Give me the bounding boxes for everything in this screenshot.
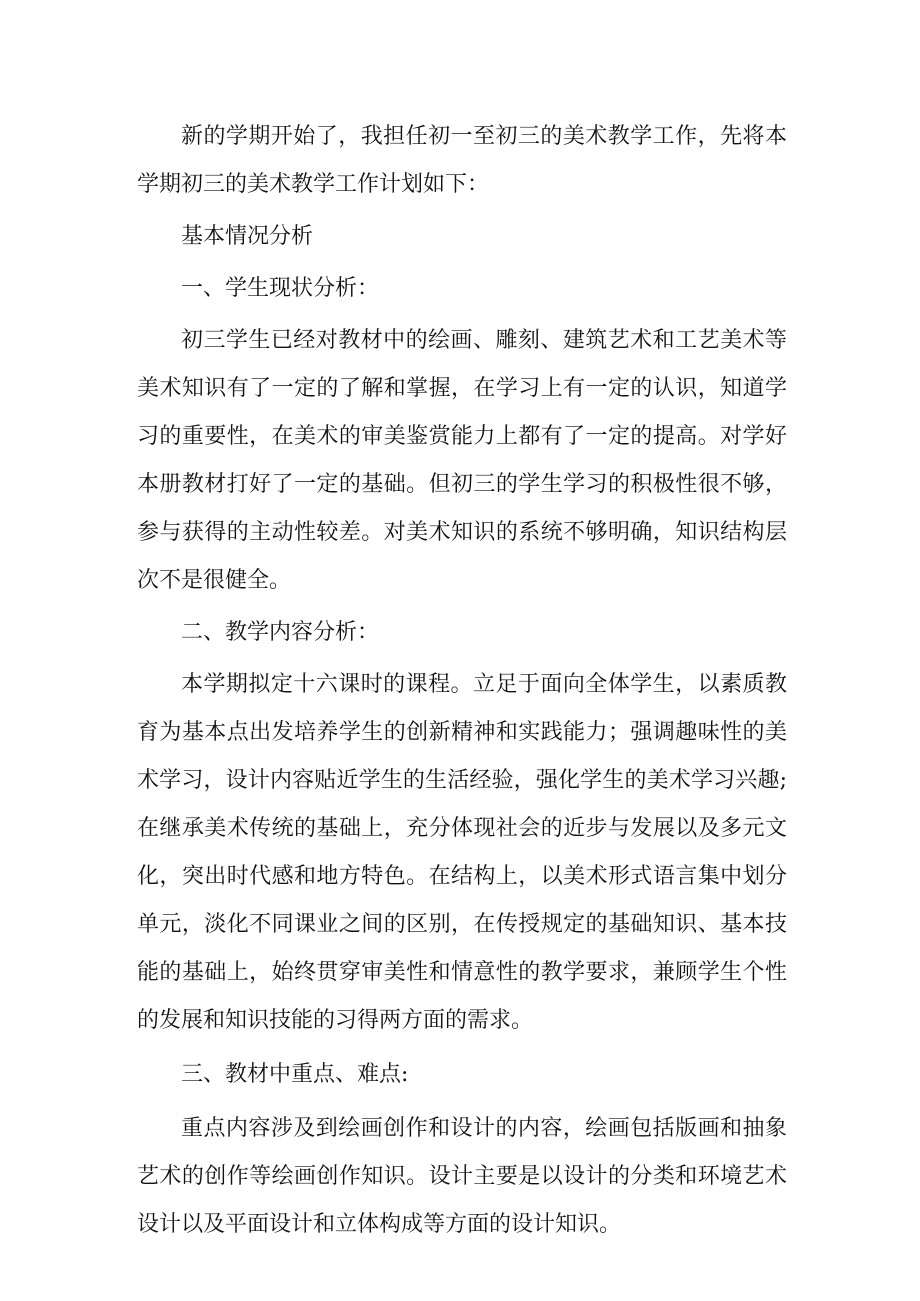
- student-analysis-paragraph: 初三学生已经对教材中的绘画、雕刻、建筑艺术和工艺美术等美术知识有了一定的了解和掌握，在学习上有一定的认识，知道学习的重要性，在美术的审美鉴赏能力上都有了一定的提高。对学好本册教材打好了一定的基础。但初三的学生学习的积极性很不够，参与获得的主动性较差。对美术知识的系统不够明确，知识结构层次不是很健全。: [137, 328, 787, 593]
- content-analysis-paragraph: 本学期拟定十六课时的课程。立足于面向全体学生，以素质教育为基本点出发培养学生的创新精神和实践能力；强调趣味性的美术学习，设计内容贴近学生的生活经验，强化学生的美术学习兴趣;在继承美术传统的基础上，充分体现社会的近步与发展以及多元文化，突出时代感和地方特色。在结构上，以美术形式语言集中划分单元，淡化不同课业之间的区别，在传授规定的基础知识、基本技能的基础上，始终贯穿审美性和情意性的教学要求，兼顾学生个性的发展和知识技能的习得两方面的需求。: [137, 672, 787, 1033]
- section-heading-student-analysis: 一、学生现状分析：: [181, 276, 380, 301]
- intro-paragraph: 新的学期开始了，我担任初一至初三的美术教学工作，先将本学期初三的美术教学工作计划如下：: [137, 124, 787, 197]
- document-body: [137, 113, 787, 1249]
- section-heading-basic-analysis: 基本情况分析: [181, 224, 314, 249]
- section-heading-key-points: 三、教材中重点、难点:: [181, 1062, 409, 1087]
- key-points-paragraph: 重点内容涉及到绘画创作和设计的内容，绘画包括版画和抽象艺术的创作等绘画创作知识。设计主要是以设计的分类和环境艺术设计以及平面设计和立体构成等方面的设计知识。: [137, 1116, 787, 1237]
- section-heading-content-analysis: 二、教学内容分析：: [181, 620, 380, 645]
